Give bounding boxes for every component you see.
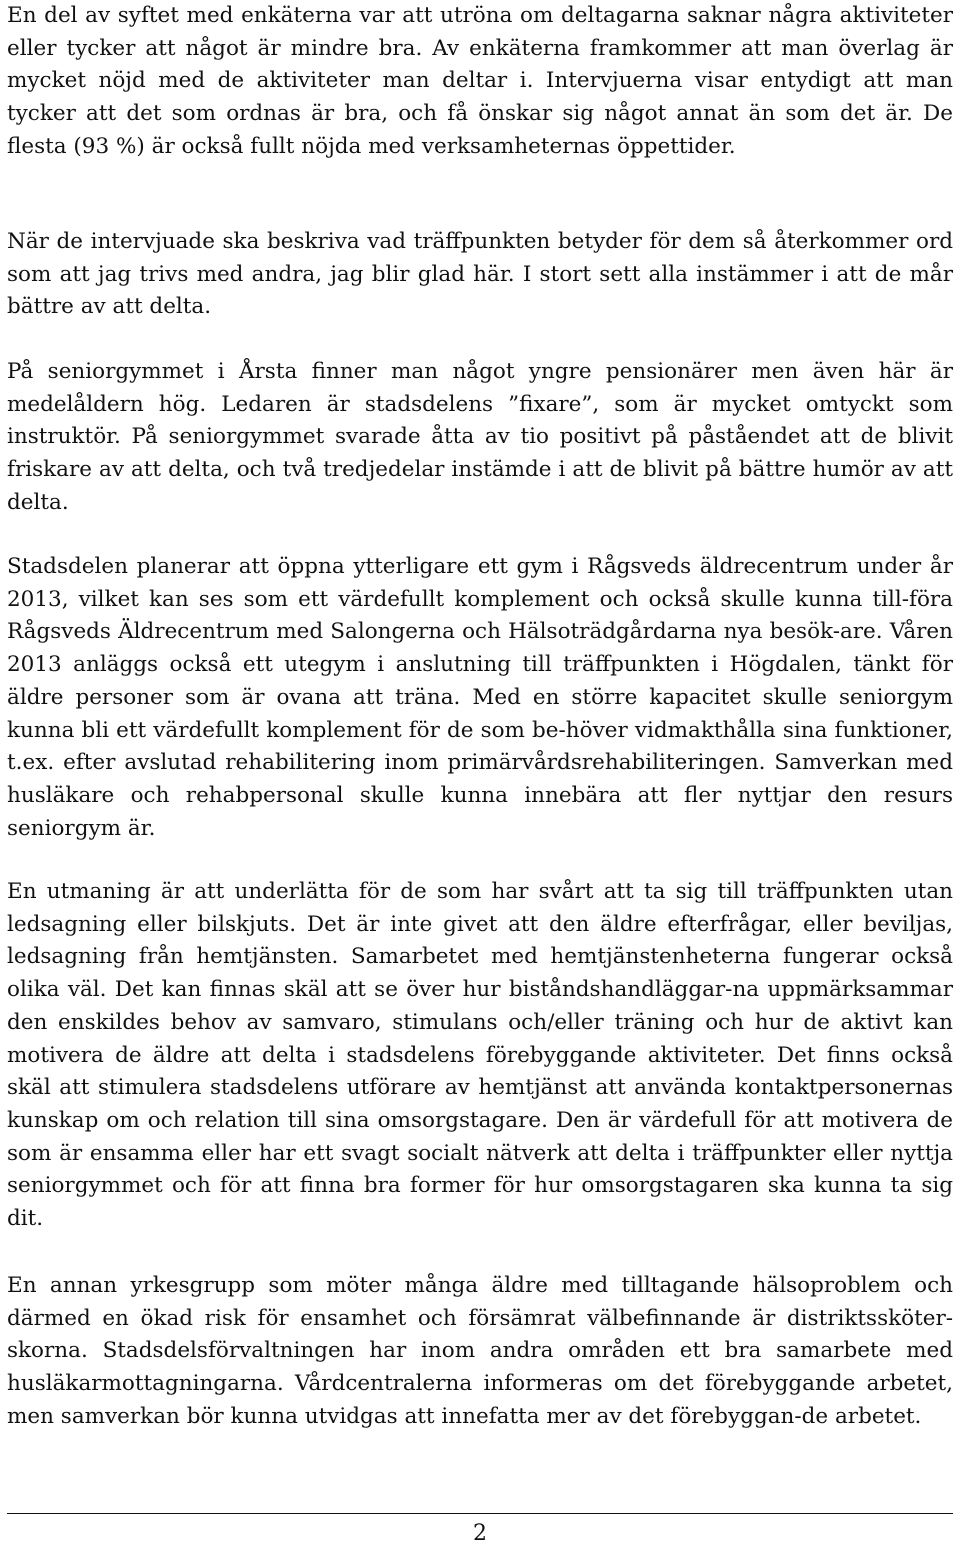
paragraph-senior-gym-arsta: På seniorgymmet i Årsta finner man något yngre pensionärer men även här är medelåldern hög. Ledaren är stadsdelens ”fixare”, som är mycket omtyckt som instruktör. På seniorgymmet svarade åtta av tio positivt på påståendet att de blivit friskare av att delta, och två tredjedelar instämde i att de blivit på bättre humör av att delta. [7,359,953,515]
paragraph-ragsved-gym-plans: Stadsdelen planerar att öppna ytterligare ett gym i Rågsveds äldrecentrum under år 2013, vilket kan ses som ett värdefullt komplement och också skulle kunna till-föra Rågsveds Äldrecentrum med Salongerna och Hälsoträdgårdarna nya besök-are. Våren 2013 anläggs också ett utegym i anslutning till träffpunkten i Högdalen, tänkt för äldre personer som är ovana att träna. Med en större kapacitet skulle seniorgym kunna bli ett värdefullt komplement för de som be-höver vidmakthålla sina funktioner, t.ex. efter avslutad rehabilitering inom primärvårdsrehabiliteringen. Samverkan med husläkare och rehabpersonal skulle kunna innebära att fler nyttjar den resurs seniorgym är. [7,554,953,841]
page-number: 2 [473,1521,487,1546]
paragraph-interviewees-meaning: När de intervjuade ska beskriva vad träffpunkten betyder för dem så återkommer ord som att jag trivs med andra, jag blir glad här. I stort sett alla instämmer i att de mår bättre av att delta. [7,229,953,320]
paragraph-transport-challenge: En utmaning är att underlätta för de som har svårt att ta sig till träffpunkten utan ledsagning eller bilskjuts. Det är inte givet att den äldre efterfrågar, eller beviljas, ledsagning från hemtjänsten. Samarbetet med hemtjänstenheterna fungerar också olika väl. Det kan finnas skäl att se över hur biståndshandläggar-na uppmärksammar den enskildes behov av samvaro, stimulans och/eller träning och hur de aktivt kan motivera de äldre att delta i stadsdelens förebyggande aktiviteter. Det finns också skäl att stimulera stadsdelens utförare av hemtjänst att använda kontaktpersonernas kunskap om och relation till sina omsorgstagare. Den är värdefull för att motivera de som är ensamma eller har ett svagt socialt nätverk att delta i träffpunkter eller nyttja seniorgymmet och för att finna bra former för hur omsorgstagaren ska kunna ta sig dit. [7,879,953,1232]
footer-divider [7,1513,953,1514]
paragraph-survey-satisfaction: En del av syftet med enkäterna var att utröna om deltagarna saknar några aktiviteter eller tycker att något är mindre bra. Av enkäterna framkommer att man överlag är mycket nöjd med de aktiviteter man deltar i. Intervjuerna visar entydigt att man tycker att det som ordnas är bra, och få önskar sig något annat än som det är. De flesta (93 %) är också fullt nöjda med verksamheternas öppettider. [7,3,953,159]
paragraph-district-nurses: En annan yrkesgrupp som möter många äldre med tilltagande hälsoproblem och därmed en ökad risk för ensamhet och försämrat välbefinnande är distriktssköter-skorna. Stadsdelsförvaltningen har inom andra områden ett bra samarbete med husläkarmottagningarna. Vårdcentralerna informeras om det förebyggande arbetet, men samverkan bör kunna utvidgas att innefatta mer av det förebyggan-de arbetet. [7,1273,953,1429]
